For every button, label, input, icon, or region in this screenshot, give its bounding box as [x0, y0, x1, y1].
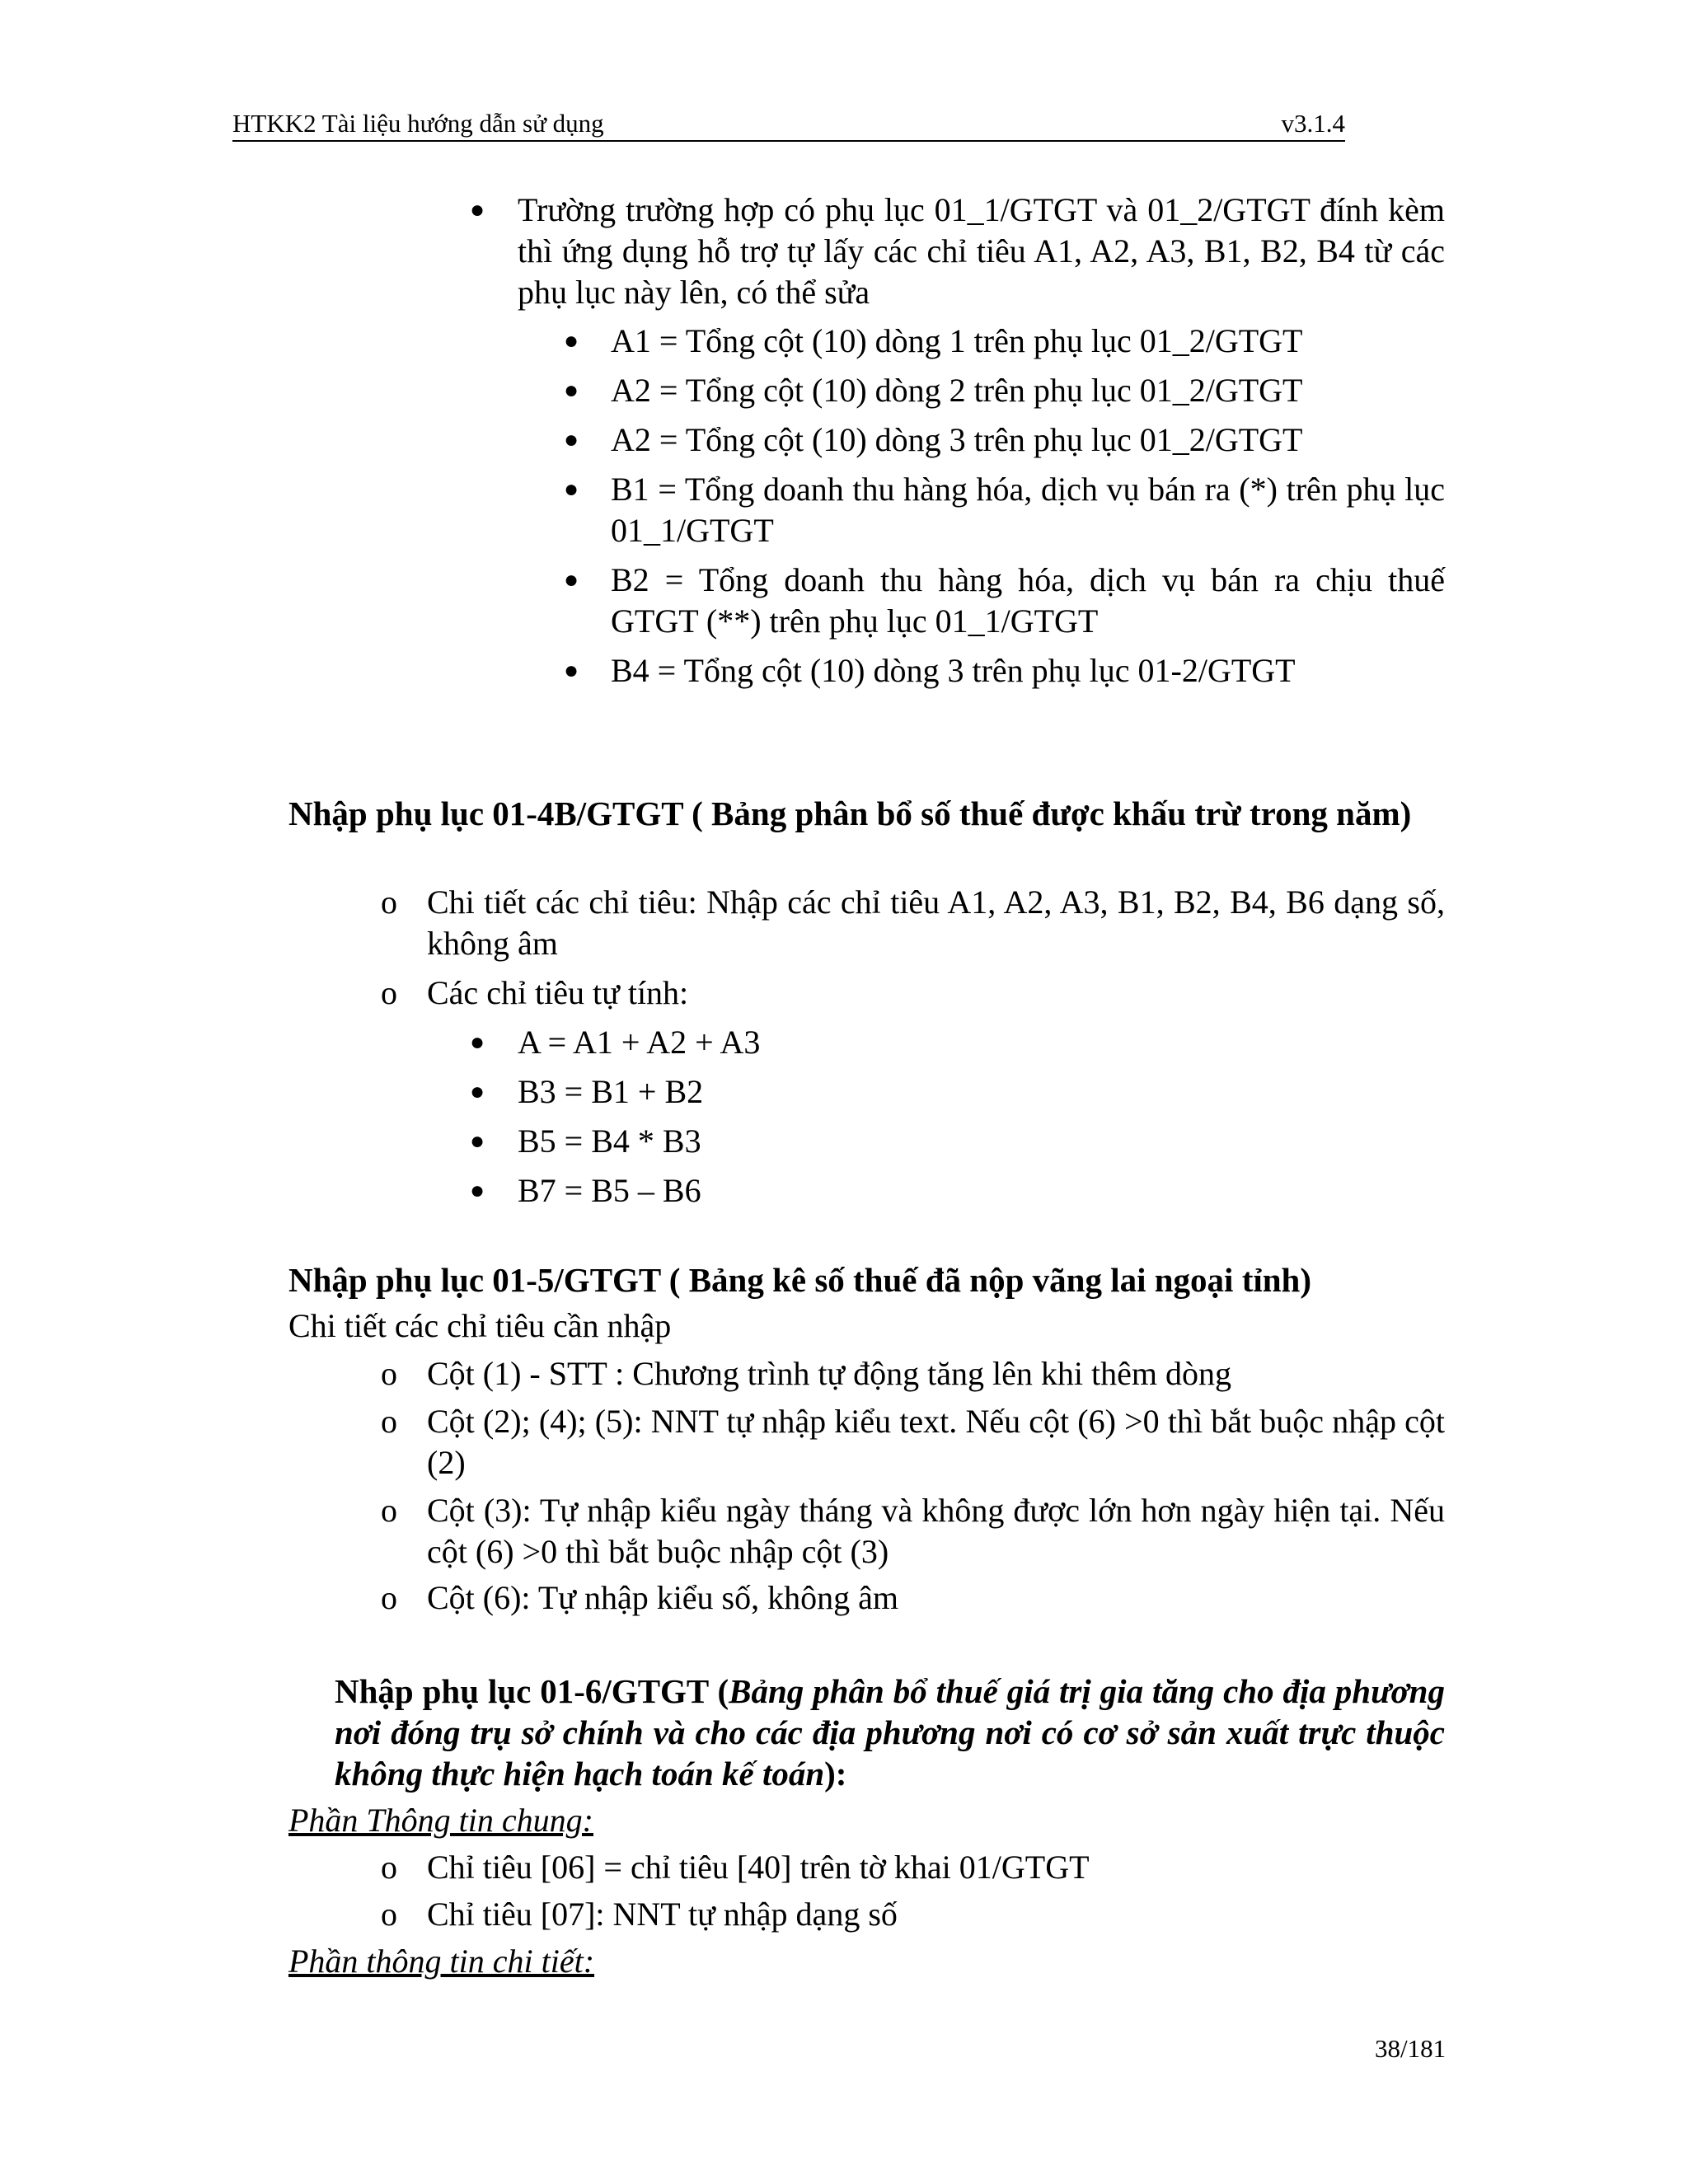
formula-item: A = A1 + A2 + A3: [518, 1024, 761, 1061]
circle-bullet-icon: o: [381, 1355, 397, 1392]
heading-bold-part: Nhập phụ lục 01-6/GTGT (: [335, 1672, 729, 1710]
bullet-icon: ●: [564, 377, 579, 404]
list-item: A1 = Tổng cột (10) dòng 1 trên phụ lục 01_2/GTGT: [611, 322, 1303, 359]
list-item: Cột (1) - STT : Chương trình tự động tăng lên khi thêm dòng: [427, 1355, 1231, 1392]
circle-bullet-icon: o: [381, 883, 397, 921]
circle-bullet-icon: o: [381, 1849, 397, 1886]
heading-end-part: ):: [824, 1755, 847, 1793]
heading-italic-part: Bảng phân bổ thuế giá trị gia tăng cho địa phương nơi đóng trụ sở chính và cho các địa phương nơi có cơ sở sản xuất trực thuộc không thực hiện hạch toán kế toán: [335, 1672, 1445, 1793]
bullet-icon: ●: [564, 327, 579, 354]
circle-bullet-icon: o: [381, 974, 397, 1011]
page-number: 38/181: [1375, 2034, 1447, 2063]
circle-bullet-icon: o: [381, 1896, 397, 1933]
list-item: B2 = Tổng doanh thu hàng hóa, dịch vụ bán ra chịu thuế GTGT (**) trên phụ lục 01_1/GTGT: [611, 561, 1445, 640]
bullet-icon: ●: [470, 1177, 485, 1204]
section-intro: Chi tiết các chỉ tiêu cần nhập: [288, 1307, 672, 1344]
list-item: Cột (6): Tự nhập kiểu số, không âm: [427, 1579, 898, 1616]
list-item: B1 = Tổng doanh thu hàng hóa, dịch vụ bán ra (*) trên phụ lục 01_1/GTGT: [611, 471, 1445, 549]
bullet-icon: ●: [470, 1127, 485, 1155]
formula-item: B5 = B4 * B3: [518, 1122, 701, 1160]
document-version: v3.1.4: [1281, 109, 1345, 138]
list-item: Cột (3): Tự nhập kiểu ngày tháng và không được lớn hơn ngày hiện tại. Nếu cột (6) >0 thì bắt buộc nhập cột (3): [427, 1492, 1445, 1570]
list-item: Chỉ tiêu [06] = chỉ tiêu [40] trên tờ khai 01/GTGT: [427, 1849, 1090, 1886]
bullet-icon: ●: [470, 196, 485, 223]
circle-bullet-icon: o: [381, 1403, 397, 1440]
circle-bullet-icon: o: [381, 1579, 397, 1616]
circle-bullet-icon: o: [381, 1492, 397, 1529]
list-item: Chi tiết các chỉ tiêu: Nhập các chỉ tiêu A1, A2, A3, B1, B2, B4, B6 dạng số, không âm: [427, 883, 1445, 962]
section-heading-01-5: Nhập phụ lục 01-5/GTGT ( Bảng kê số thuế đã nộp vãng lai ngoại tỉnh): [288, 1261, 1311, 1299]
page-header: [232, 105, 1345, 142]
formula-item: B3 = B1 + B2: [518, 1073, 704, 1110]
paragraph-intro: Trường trường hợp có phụ lục 01_1/GTGT và 01_2/GTGT đính kèm thì ứng dụng hỗ trợ tự lấy các chỉ tiêu A1, A2, A3, B1, B2, B4 từ các phụ lục này lên, có thể sửa: [518, 191, 1445, 311]
detail-info-label: Phần thông tin chi tiết:: [288, 1943, 595, 1980]
bullet-icon: ●: [470, 1029, 485, 1056]
list-item: A2 = Tổng cột (10) dòng 3 trên phụ lục 01_2/GTGT: [611, 421, 1303, 458]
bullet-icon: ●: [564, 657, 579, 684]
section-heading-01-4b: Nhập phụ lục 01-4B/GTGT ( Bảng phân bổ số thuế được khấu trừ trong năm): [288, 794, 1412, 832]
list-item: Cột (2); (4); (5): NNT tự nhập kiểu text. Nếu cột (6) >0 thì bắt buộc nhập cột (2): [427, 1403, 1445, 1481]
list-item: Các chỉ tiêu tự tính:: [427, 974, 689, 1011]
bullet-icon: ●: [564, 566, 579, 593]
bullet-icon: ●: [564, 426, 579, 453]
bullet-icon: ●: [564, 476, 579, 503]
list-item: A2 = Tổng cột (10) dòng 2 trên phụ lục 01_2/GTGT: [611, 372, 1303, 409]
section-heading-01-6: [335, 1671, 1445, 1794]
list-item: Chỉ tiêu [07]: NNT tự nhập dạng số: [427, 1896, 898, 1933]
list-item: B4 = Tổng cột (10) dòng 3 trên phụ lục 01-2/GTGT: [611, 652, 1296, 689]
document-title: HTKK2 Tài liệu hướng dẫn sử dụng: [232, 109, 604, 138]
general-info-label: Phần Thông tin chung:: [288, 1802, 593, 1839]
bullet-icon: ●: [470, 1078, 485, 1105]
formula-item: B7 = B5 – B6: [518, 1172, 701, 1209]
